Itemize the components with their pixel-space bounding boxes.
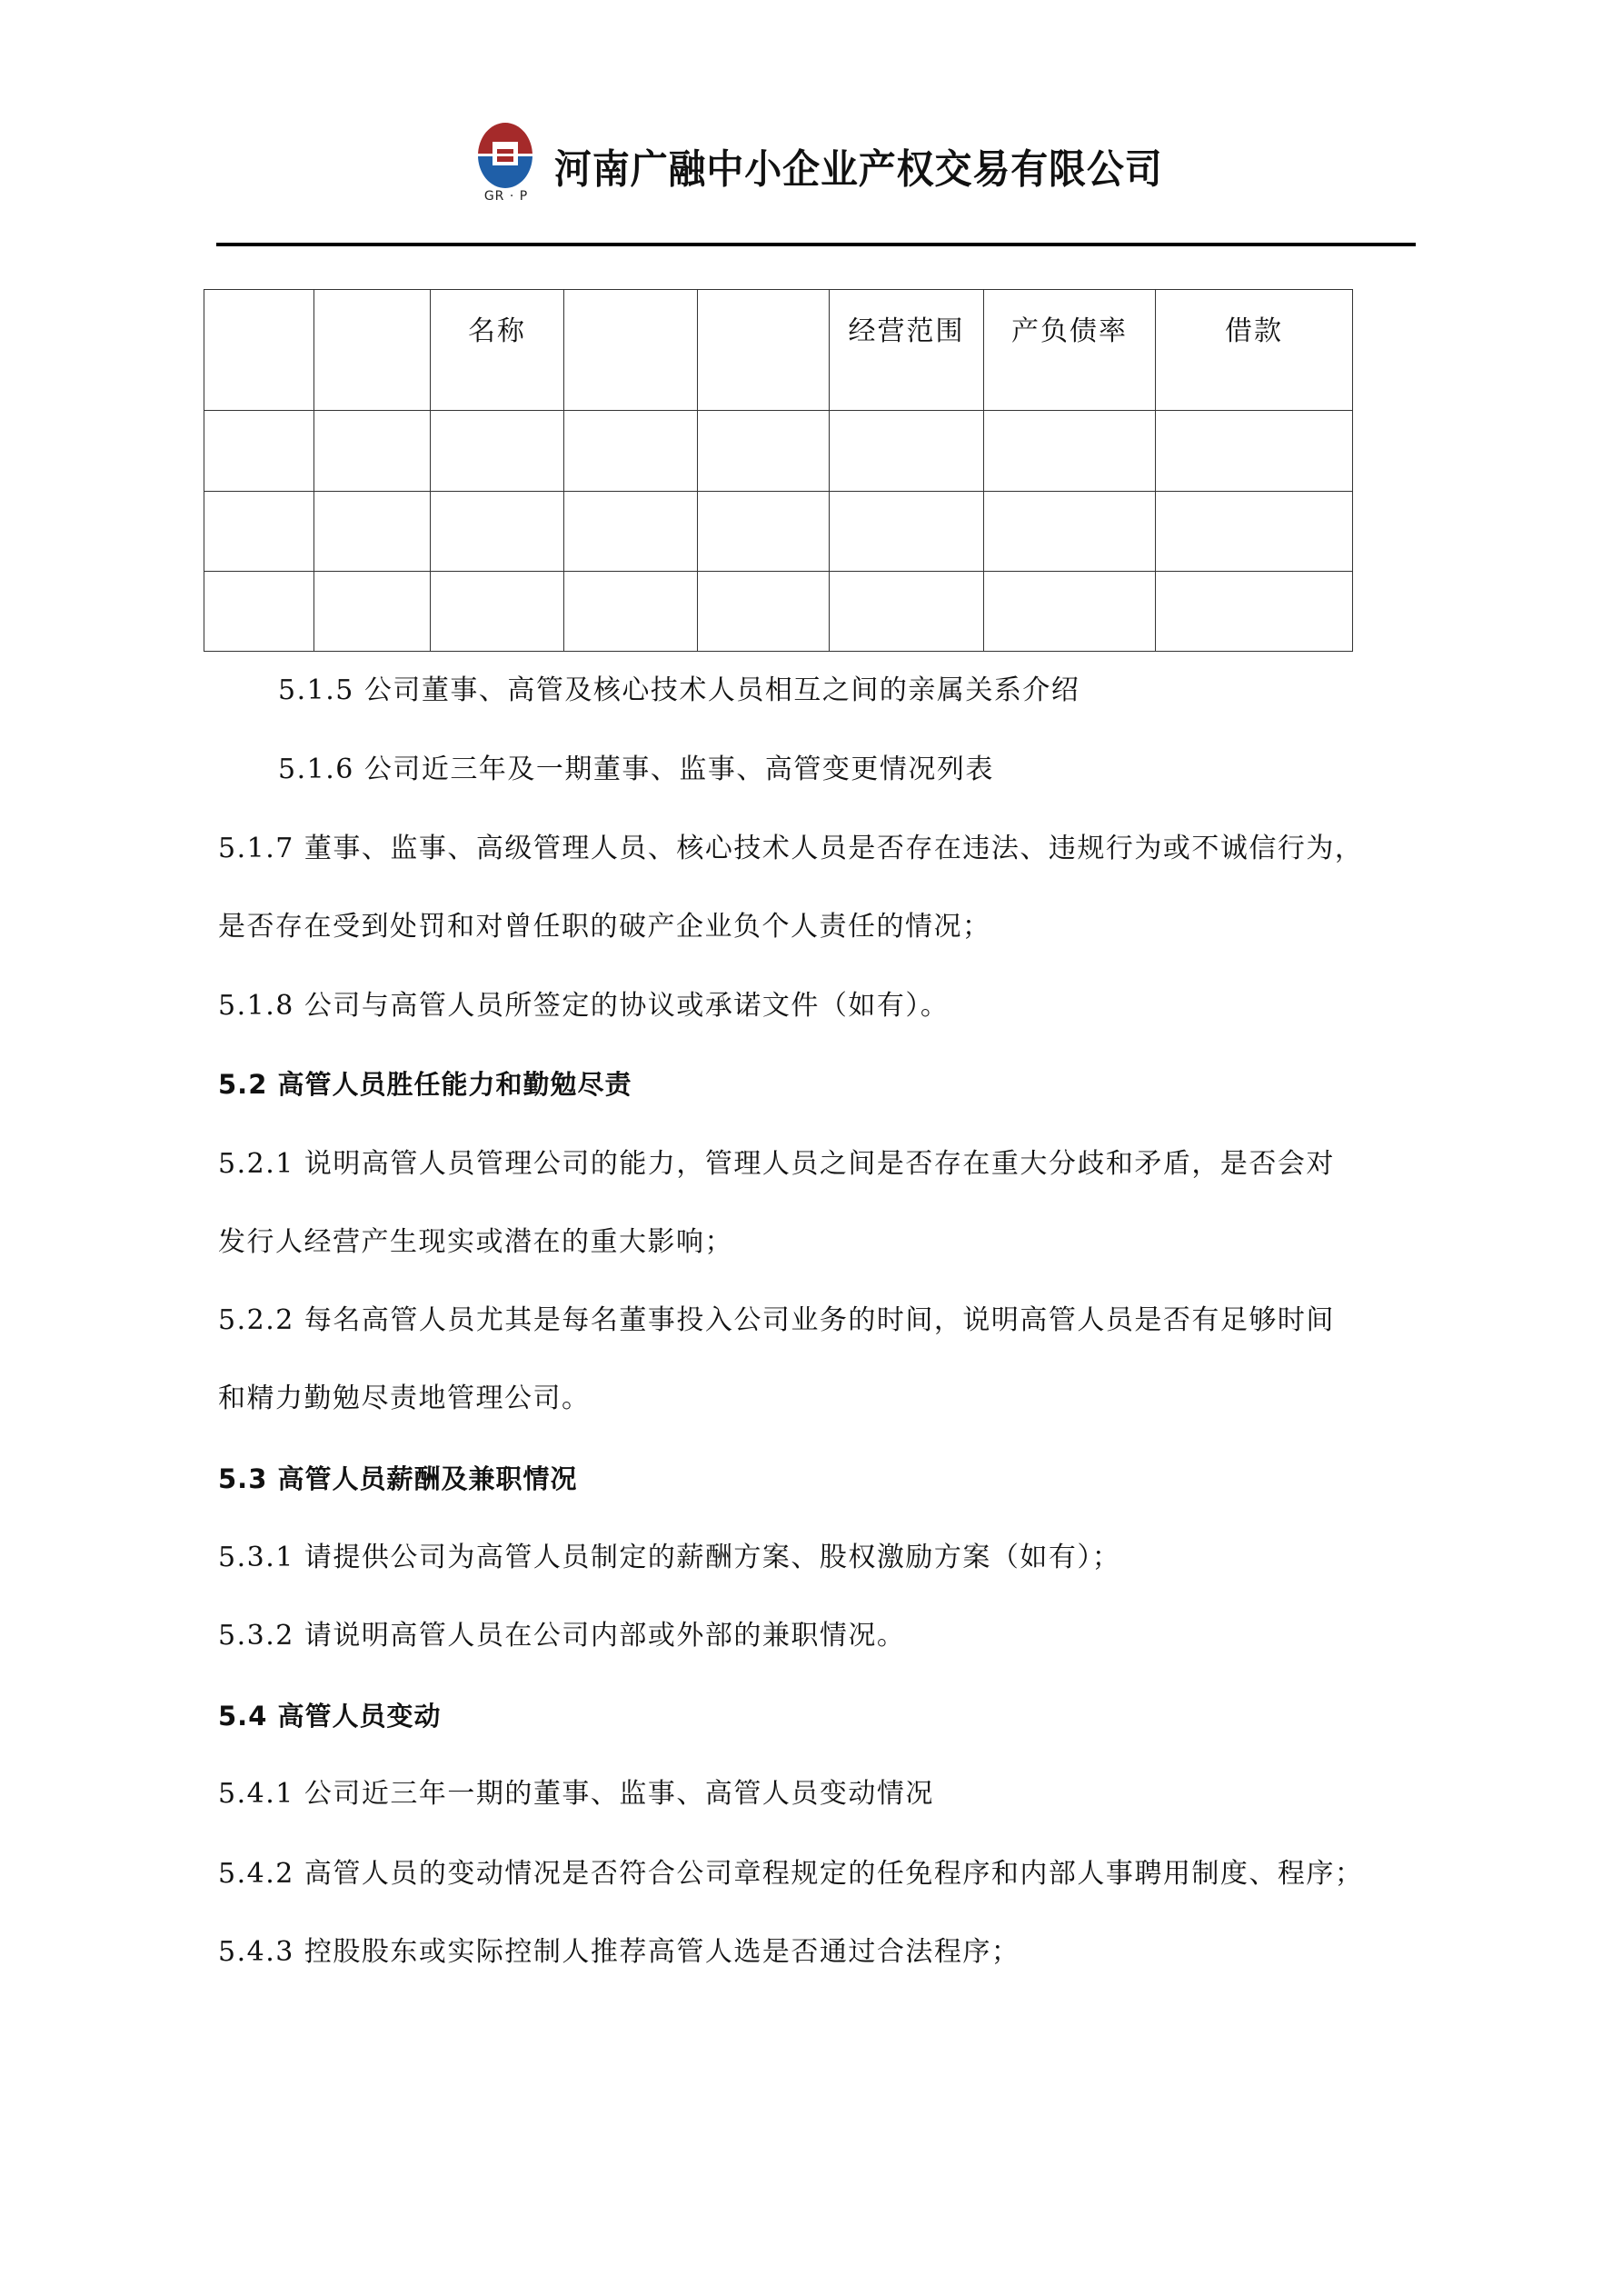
table-row xyxy=(204,572,1353,652)
table-cell xyxy=(984,572,1156,652)
table-row xyxy=(204,411,1353,492)
table-cell xyxy=(1156,492,1353,572)
info-table xyxy=(204,289,1353,652)
table-header-row xyxy=(204,290,1353,411)
table-cell xyxy=(204,411,314,492)
table-header-cell xyxy=(314,290,431,411)
table-cell xyxy=(830,411,984,492)
paragraph-line: 5.4.2 高管人员的变动情况是否符合公司章程规定的任免程序和内部人事聘用制度、程序； xyxy=(218,1858,1364,1890)
section-heading: 5.4 高管人员变动 xyxy=(218,1701,442,1732)
company-logo xyxy=(474,120,1165,211)
paragraph-line: 5.4.1 公司近三年一期的董事、监事、高管人员变动情况 xyxy=(218,1778,934,1810)
table-cell xyxy=(1156,572,1353,652)
paragraph-line: 和精力勤勉尽责地管理公司。 xyxy=(218,1383,591,1414)
table-cell xyxy=(431,572,564,652)
paragraph-line: 5.4.3 控股股东或实际控制人推荐高管人选是否通过合法程序； xyxy=(218,1936,1020,1968)
table-cell xyxy=(204,492,314,572)
table-cell xyxy=(698,572,830,652)
table-header-cell: 名称 xyxy=(431,290,564,411)
company-name: 河南广融中小企业产权交易有限公司 xyxy=(554,146,1163,193)
table-cell xyxy=(431,492,564,572)
paragraph-line: 5.1.8 公司与高管人员所签定的协议或承诺文件（如有）。 xyxy=(218,990,950,1022)
paragraph-line: 是否存在受到处罚和对曾任职的破产企业负个人责任的情况； xyxy=(218,911,991,943)
table-header-cell: 产负债率 xyxy=(984,290,1156,411)
table-cell xyxy=(314,411,431,492)
table-cell xyxy=(564,411,698,492)
table-cell xyxy=(830,572,984,652)
table-row xyxy=(204,492,1353,572)
table-cell xyxy=(1156,411,1353,492)
table-cell xyxy=(698,411,830,492)
grp-logo-icon xyxy=(476,122,534,189)
paragraph-line: 5.3.1 请提供公司为高管人员制定的薪酬方案、股权激励方案（如有）； xyxy=(218,1542,1121,1573)
section-heading: 5.2 高管人员胜任能力和勤勉尽责 xyxy=(218,1069,632,1100)
paragraph-line: 5.1.7 董事、监事、高级管理人员、核心技术人员是否存在违法、违规行为或不诚信行为， xyxy=(218,833,1364,864)
header-divider xyxy=(216,243,1416,246)
table-cell xyxy=(314,572,431,652)
table-cell xyxy=(984,492,1156,572)
table-cell xyxy=(564,492,698,572)
table-header-cell xyxy=(204,290,314,411)
table-header-cell xyxy=(564,290,698,411)
table-header-cell: 借款 xyxy=(1156,290,1353,411)
table-cell xyxy=(314,492,431,572)
paragraph-line: 5.2.2 每名高管人员尤其是每名董事投入公司业务的时间，说明高管人员是否有足够时间 xyxy=(218,1304,1335,1336)
paragraph-line: 5.2.1 说明高管人员管理公司的能力，管理人员之间是否存在重大分歧和矛盾，是否会对 xyxy=(218,1148,1335,1180)
paragraph-line: 发行人经营产生现实或潜在的重大影响； xyxy=(218,1226,733,1258)
table-cell xyxy=(204,572,314,652)
logo-subtitle: GR · P xyxy=(483,189,529,204)
paragraph-line: 5.1.5 公司董事、高管及核心技术人员相互之间的亲属关系介绍 xyxy=(278,674,1080,706)
table-header-cell xyxy=(698,290,830,411)
table-cell xyxy=(984,411,1156,492)
table-header-cell: 经营范围 xyxy=(830,290,984,411)
table-cell xyxy=(698,492,830,572)
section-heading: 5.3 高管人员薪酬及兼职情况 xyxy=(218,1463,578,1494)
paragraph-line: 5.3.2 请说明高管人员在公司内部或外部的兼职情况。 xyxy=(218,1620,906,1652)
paragraph-line: 5.1.6 公司近三年及一期董事、监事、高管变更情况列表 xyxy=(278,754,994,785)
table-cell xyxy=(830,492,984,572)
table-cell xyxy=(564,572,698,652)
table-cell xyxy=(431,411,564,492)
